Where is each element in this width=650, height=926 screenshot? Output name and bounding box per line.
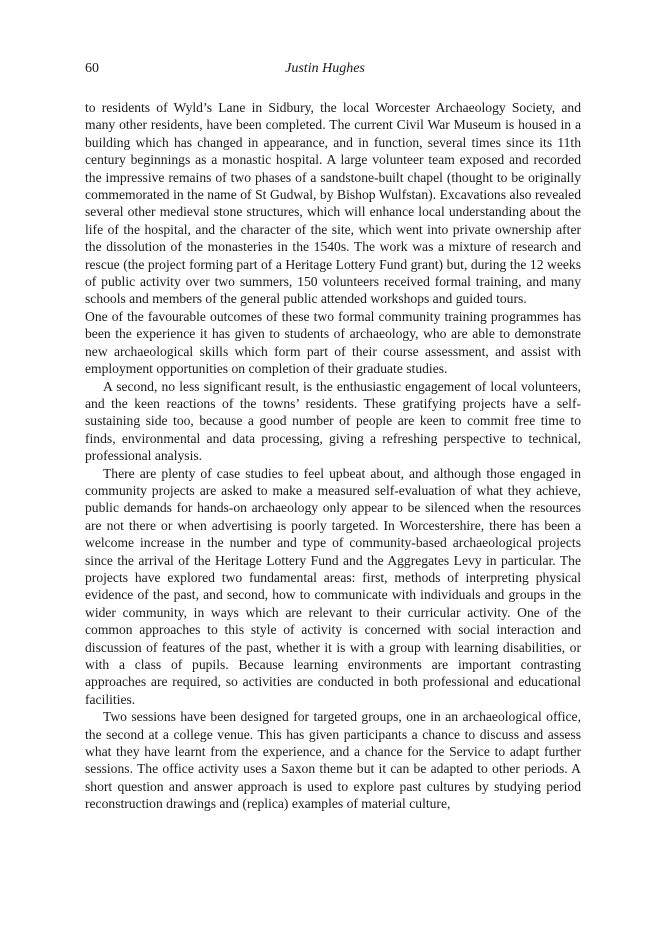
paragraph: One of the favourable outcomes of these two formal community training programmes has been the experience it has given to students of archaeology, who are able to demonstrate new archaeological skills which form part of their course assessment, and assist with employment opportunities on completion of their graduate studies.: [85, 308, 581, 377]
page-number: 60: [85, 61, 99, 76]
paragraph-continued: to residents of Wyld’s Lane in Sidbury, the local Worcester Archaeology Society, and many other residents, have been completed. The current Civil War Museum is housed in a building which has changed in appearance, and in function, several times since its 11th century beginnings as a monastic hospital. A large volunteer team exposed and recorded the impressive remains of two phases of a sandstone-built chapel (thought to be originally commemorated in the name of St Gudwal, by Bishop Wulfstan). Excavations also revealed several other medieval stone structures, which will enhance local understanding about the life of the hospital, and the character of the site, which went into private ownership after the dissolution of the monasteries in the 1540s. The work was a mixture of research and rescue (the project forming part of a Heritage Lottery Fund grant) but, during the 12 weeks of public activity over two summers, 150 volunteers received formal training, and many schools and members of the general public attended workshops and guided tours.: [85, 100, 581, 307]
paragraph: A second, no less significant result, is the enthusiastic engagement of local volunteers, and the keen reactions of the towns’ residents. These gratifying projects have a self-sustaining side too, because a good number of people are keen to commit free time to finds, environmental and data processing, giving a refreshing perspective to technical, professional analysis.: [85, 378, 581, 464]
paragraph: There are plenty of case studies to feel upbeat about, and although those engaged in community projects are asked to make a measured self-evaluation of what they achieve, public demands for hands-on archaeology only appear to be silenced when the resources are not there or when advertising is poorly targeted. In Worcestershire, there has been a welcome increase in the number and type of community-based archaeological projects since the arrival of the Heritage Lottery Fund and the Aggregates Levy in particular. The projects have explored two fundamental areas: first, methods of interpreting physical evidence of the past, and second, how to communicate with individuals and groups in the wider community, in ways which are relevant to their curricular activity. One of the common approaches to this style of activity is concerned with social interaction and discussion of features of the past, whether it is with a group with learning disabilities, or with a class of pupils. Because learning environments are important contrasting approaches are required, so activities are conducted in both professional and educational facilities.: [85, 465, 581, 707]
running-head: Justin Hughes: [285, 61, 365, 76]
body-text: [85, 99, 581, 813]
paragraph: Two sessions have been designed for targeted groups, one in an archaeological office, the second at a college venue. This has given participants a chance to discuss and assess what they have learnt from the experience, and a chance for the Service to adapt further sessions. The office activity uses a Saxon theme but it can be adapted to other periods. A short question and answer approach is used to explore past cultures by studying period reconstruction drawings and (replica) examples of material culture,: [85, 709, 581, 812]
